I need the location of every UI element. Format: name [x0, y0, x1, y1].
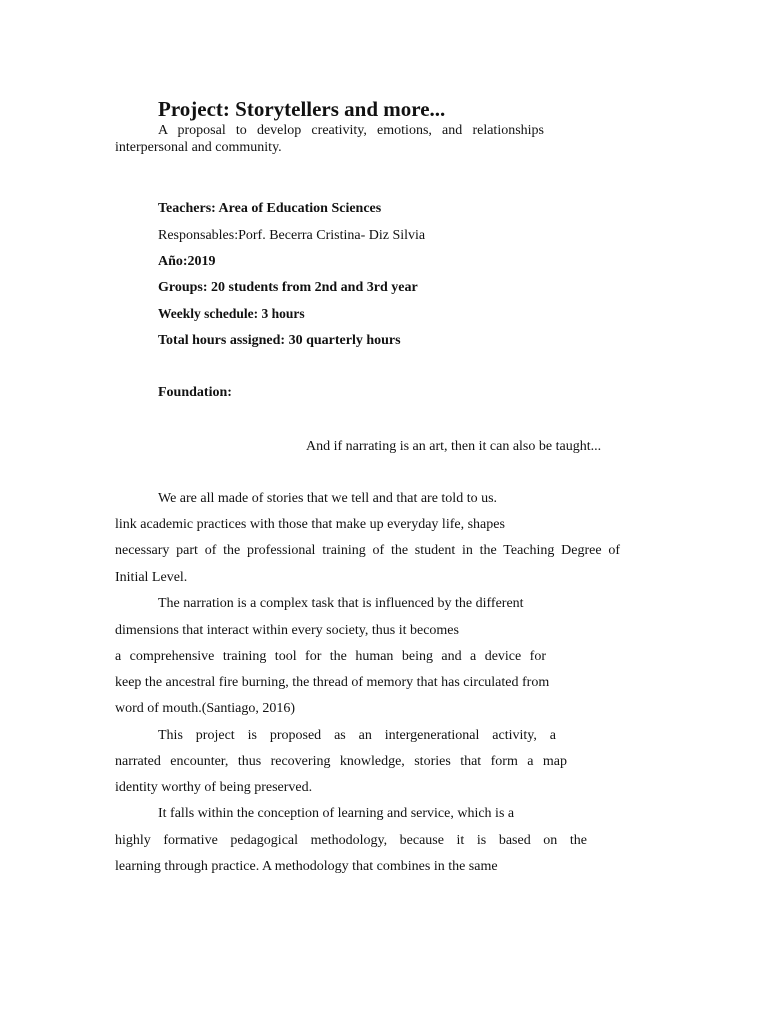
body-line: highly formative pedagogical methodology, because it is based on the — [115, 833, 587, 848]
body-line: dimensions that interact within every society, thus it becomes — [115, 623, 459, 638]
responsables-line: Responsables:Porf. Becerra Cristina- Diz Silvia — [158, 228, 426, 243]
weekly-schedule-line: Weekly schedule: 3 hours — [158, 306, 305, 321]
body-line: narrated encounter, thus recovering knowledge, stories that form a map — [115, 754, 567, 769]
groups-line: Groups: 20 students from 2nd and 3rd year — [158, 280, 418, 295]
body-line: keep the ancestral fire burning, the thread of memory that has circulated from — [115, 675, 550, 690]
foundation-heading: Foundation: — [158, 385, 232, 400]
body-line: identity worthy of being preserved. — [115, 780, 313, 795]
body-line: We are all made of stories that we tell and that are told to us. — [158, 491, 498, 506]
body-line: This project is proposed as an intergenerational activity, a — [158, 728, 556, 743]
body-line: The narration is a complex task that is influenced by the different — [158, 596, 524, 611]
body-line: Initial Level. — [115, 570, 188, 585]
subtitle-line-2: interpersonal and community. — [115, 140, 282, 155]
year-line: Año:2019 — [158, 254, 216, 269]
body-line: link academic practices with those that make up everyday life, shapes — [115, 517, 505, 532]
subtitle-line-1: A proposal to develop creativity, emotions, and relationships — [158, 123, 544, 138]
body-line: a comprehensive training tool for the human being and a device for — [115, 649, 546, 664]
epigraph: And if narrating is an art, then it can also be taught... — [306, 439, 602, 454]
document-title: Project: Storytellers and more... — [158, 97, 446, 121]
teachers-line: Teachers: Area of Education Sciences — [158, 201, 382, 216]
body-line: necessary part of the professional training of the student in the Teaching Degree of — [115, 543, 620, 558]
body-line: word of mouth.(Santiago, 2016) — [115, 701, 296, 716]
body-line: learning through practice. A methodology that combines in the same — [115, 859, 498, 874]
body-line: It falls within the conception of learning and service, which is a — [158, 806, 515, 821]
total-hours-line: Total hours assigned: 30 quarterly hours — [158, 333, 401, 348]
